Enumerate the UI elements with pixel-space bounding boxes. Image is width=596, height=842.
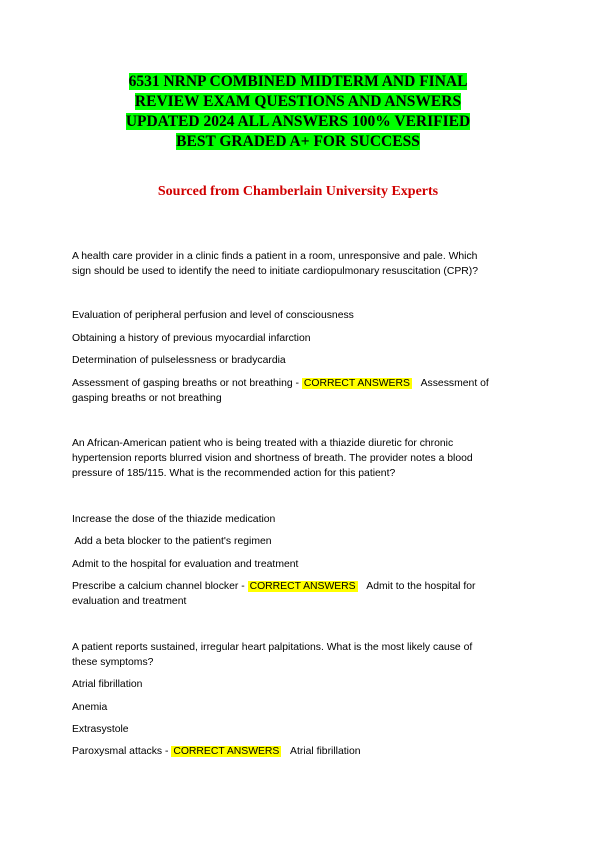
q3-option: Extrasystole [72, 724, 129, 735]
document-subtitle: Sourced from Chamberlain University Experts [157, 184, 439, 199]
q3-option: Anemia [72, 702, 108, 713]
document-title [72, 72, 524, 152]
q2-answer-cont: evaluation and treatment [72, 596, 187, 607]
question-line: A health care provider in a clinic finds a patient in a room, unresponsive and pale. Which [72, 251, 478, 262]
q2-option: Increase the dose of the thiazide medication [72, 514, 276, 525]
question-line: these symptoms? [72, 657, 154, 668]
q2-answer-block [72, 579, 524, 609]
q2-option: Admit to the hospital for evaluation and treatment [72, 559, 299, 570]
q1-answer-cont: gasping breaths or not breathing [72, 393, 222, 404]
title-line: BEST GRADED A+ FOR SUCCESS [176, 133, 420, 150]
q2-answer: Admit to the hospital for [366, 581, 476, 592]
q1-option: Evaluation of peripheral perfusion and level of consciousness [72, 310, 354, 321]
question-2-text [72, 436, 524, 481]
correct-answers-badge: CORRECT ANSWERS [249, 581, 356, 592]
title-line: 6531 NRNP COMBINED MIDTERM AND FINAL [128, 73, 468, 90]
question-line: sign should be used to identify the need to initiate cardiopulmonary resuscitation (CPR)? [72, 266, 479, 277]
title-line: REVIEW EXAM QUESTIONS AND ANSWERS [134, 93, 462, 110]
q3-option: Atrial fibrillation [72, 679, 143, 690]
correct-answers-badge: CORRECT ANSWERS [173, 746, 280, 757]
question-line: hypertension reports blurred vision and shortness of breath. The provider notes a blood [72, 453, 473, 464]
q1-option: Assessment of gasping breaths or not breathing - [72, 378, 299, 389]
question-1-text [72, 249, 524, 279]
q3-option: Paroxysmal attacks - [72, 746, 169, 757]
q1-option: Obtaining a history of previous myocardial infarction [72, 333, 311, 344]
question-line: A patient reports sustained, irregular heart palpitations. What is the most likely cause of [72, 642, 473, 653]
question-3-text [72, 640, 524, 670]
q1-answer-block [72, 376, 524, 406]
title-line: UPDATED 2024 ALL ANSWERS 100% VERIFIED [125, 113, 471, 130]
q2-option: Prescribe a calcium channel blocker - [72, 581, 245, 592]
q3-answer-block [72, 744, 524, 759]
q2-option: Add a beta blocker to the patient's regimen [72, 536, 272, 547]
correct-answers-badge: CORRECT ANSWERS [303, 378, 410, 389]
q1-option: Determination of pulselessness or bradycardia [72, 355, 286, 366]
q3-answer: Atrial fibrillation [290, 746, 361, 757]
question-line: An African-American patient who is being treated with a thiazide diuretic for chronic [72, 438, 454, 449]
question-line: pressure of 185/115. What is the recommended action for this patient? [72, 468, 396, 479]
q1-answer: Assessment of [420, 378, 489, 389]
